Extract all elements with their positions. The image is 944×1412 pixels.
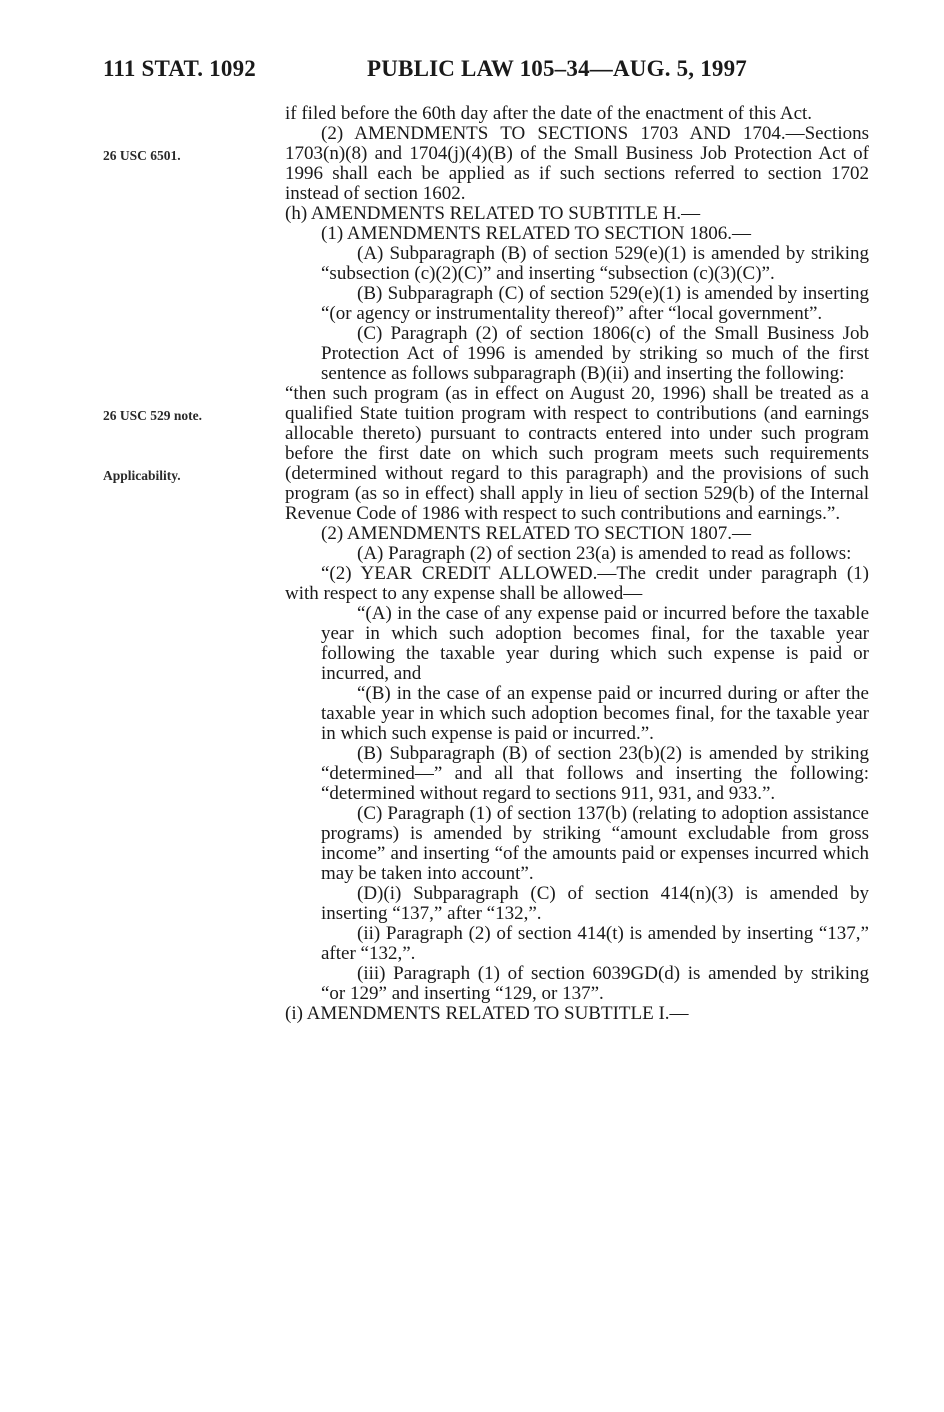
paragraph-1807-b: (B) Subparagraph (B) of section 23(b)(2) is amended by striking “determined—” and all that follows and inserting the following: “determined without regard to sections 911, 931, and 933.”. (321, 743, 869, 804)
heading-section-1807: (2) AMENDMENTS RELATED TO SECTION 1807.— (321, 523, 751, 544)
margin-note-usc-6501: 26 USC 6501. (103, 148, 181, 163)
paragraph-continuation: if filed before the 60th day after the date of the enactment of this Act. (285, 103, 813, 124)
paragraph-1807-c: (C) Paragraph (1) of section 137(b) (relating to adoption assistance programs) is amended by striking “amount excludable from gross income” and inserting “of the amounts paid or expenses incurred which may be taken into account”. (321, 803, 869, 884)
running-header: PUBLIC LAW 105–34—AUG. 5, 1997 (367, 56, 747, 81)
paragraph-1807-d-ii: (ii) Paragraph (2) of section 414(t) is amended by inserting “137,” after “132,”. (321, 923, 869, 964)
paragraph-credit-b: “(B) in the case of an expense paid or incurred during or after the taxable year in which such adoption becomes final, for the taxable year in which such expense is paid or incurred.”. (321, 683, 869, 744)
margin-note-applicability: Applicability. (103, 468, 181, 483)
paragraph-year-credit-allowed: “(2) YEAR CREDIT ALLOWED.—The credit under paragraph (1) with respect to any expense shall be allowed— (285, 563, 869, 604)
paragraph-1807-a: (A) Paragraph (2) of section 23(a) is amended to read as follows: (357, 543, 852, 564)
paragraph-1806-b: (B) Subparagraph (C) of section 529(e)(1) is amended by inserting “(or agency or instrumentality thereof)” after “local government”. (321, 283, 869, 324)
paragraph-amendments-1703-1704: (2) AMENDMENTS TO SECTIONS 1703 AND 1704.—Sections 1703(n)(8) and 1704(j)(4)(B) of the Small Business Job Protection Act of 1996 shall each be applied as if such sections referred to section 1702 instead of section 1602. (285, 123, 869, 204)
statute-body (285, 104, 869, 1024)
paragraph-1806-a: (A) Subparagraph (B) of section 529(e)(1) is amended by striking “subsection (c)(2)(C)” and inserting “subsection (c)(3)(C)”. (321, 243, 869, 284)
paragraph-credit-a: “(A) in the case of any expense paid or incurred before the taxable year in which such adoption becomes final, for the taxable year following the taxable year during which such expense is paid or incurred, and (321, 603, 869, 684)
heading-section-1806: (1) AMENDMENTS RELATED TO SECTION 1806.— (321, 223, 751, 244)
paragraph-1806-c: (C) Paragraph (2) of section 1806(c) of the Small Business Job Protection Act of 1996 is amended by striking so much of the first sentence as follows subparagraph (B)(ii) and inserting the following: (321, 323, 869, 384)
paragraph-inserted-text: “then such program (as in effect on August 20, 1996) shall be treated as a qualified State tuition program with respect to contributions (and earnings allocable thereto) pursuant to contracts entered into under such program before the first date on which such program meets such requirements (determined without regard to this paragraph) and the provisions of such program (as so in effect) shall apply in lieu of section 529(b) of the Internal Revenue Code of 1986 with respect to such contributions and earnings.”. (285, 383, 869, 524)
page-reference: 111 STAT. 1092 (103, 56, 256, 81)
paragraph-1807-d-i: (D)(i) Subparagraph (C) of section 414(n)(3) is amended by inserting “137,” after “132,”. (321, 883, 869, 924)
heading-subtitle-i: (i) AMENDMENTS RELATED TO SUBTITLE I.— (285, 1003, 689, 1024)
heading-subtitle-h: (h) AMENDMENTS RELATED TO SUBTITLE H.— (285, 203, 701, 224)
paragraph-1807-d-iii: (iii) Paragraph (1) of section 6039GD(d) is amended by striking “or 129” and inserting “129, or 137”. (321, 963, 869, 1004)
margin-note-usc-529: 26 USC 529 note. (103, 408, 203, 423)
